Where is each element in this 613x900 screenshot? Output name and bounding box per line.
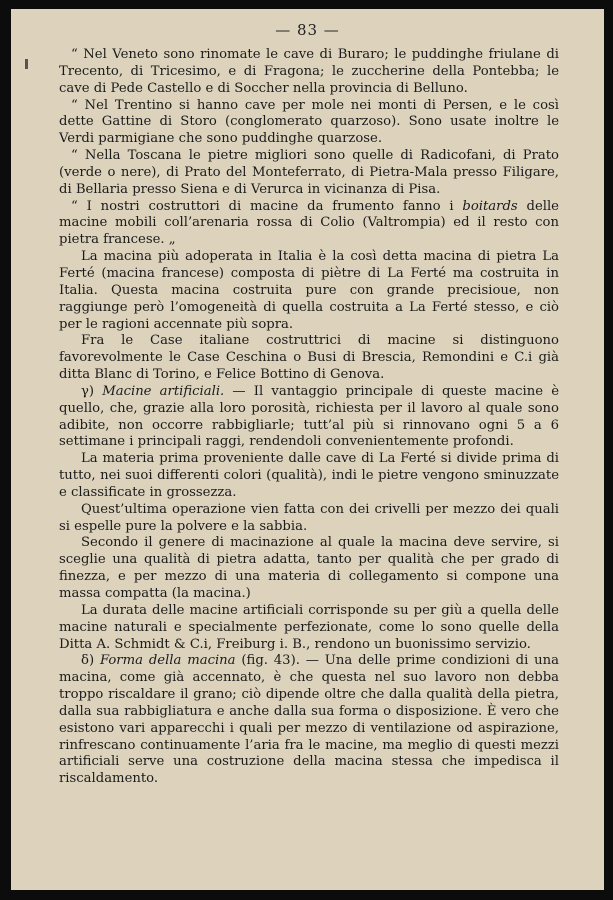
margin-mark <box>25 59 28 69</box>
paragraph-materia-prima: La materia prima proveniente dalle cave di La Ferté si divide prima di tutto, nei suoi differenti colori (qualità), indi le pietre vengono sminuzzate e classificate in grossezza. <box>59 451 559 500</box>
paragraph-veneto: “ Nel Veneto sono rinomate le cave di Buraro; le puddinghe friulane di Trecento, di Tricesimo, e di Fragona; le zuccherine della Pontebba; le cave di Pede Castello e di Soccher nella provincia di Belluno. <box>59 47 559 96</box>
book-page <box>11 9 604 890</box>
paragraph-forma-macina: δ) Forma della macina (fig. 43). — Una delle prime condizioni di una macina, come già accennato, è che questa nel suo lavoro non debba troppo riscaldare il grano; ciò dipende oltre che dalla qualità della pietra, dalla sua rabbigliatura e anche dalla sua forma o disposizione. È vero che esistono vari apparecchi i quali per mezzo di ventilazione od aspirazione, rinfrescano continuamente l’aria fra le macine, ma meglio di questi mezzi artificiali serve una costruzione della macina stessa che impedisca il riscaldamento. <box>59 653 560 787</box>
section-heading-macine-artificiali: Macine artificiali. <box>102 383 225 399</box>
section-heading-forma-macina: Forma della macina <box>99 653 236 669</box>
paragraph-durata: La durata delle macine artificiali corrisponde su per giù a quella delle macine naturali e specialmente perfezionate, come lo sono quelle della Ditta A. Schmidt & C.i, Freiburg i. B., rendono un buonissimo servizio. <box>59 602 559 652</box>
paragraph-trentino: “ Nel Trentino si hanno cave per mole nei monti di Persen, e le così dette Gattine di Storo (conglomerato quarzoso). Sono usate inoltre le Verdi parmigiane che sono puddinghe quarzose. <box>59 97 559 147</box>
paragraph-macine-artificiali: γ) Macine artificiali. — Il vantaggio principale di queste macine è quello, che, grazie alla loro porosità, richiesta per il lavoro al quale sono adibite, non occorre rabbigliarle; tutt’al più si rinnovano ogni 5 a 6 settimane i principali raggi, rendendoli convenientemente profondi. <box>59 383 560 450</box>
paragraph-la-ferte: La macina più adoperata in Italia è la così detta macina di pietra La Ferté (macina francese) composta di piètre di La Ferté ma costruita in Italia. Questa macina costruita pure con grande precisioue, non raggiunge però l’omogeneità di quella costruita a La Ferté stesso, e ciò per le ragioni accennate più sopra. <box>59 249 559 332</box>
paragraph-macinazione: Secondo il genere di macinazione al quale la macina deve servire, si sceglie una qualità di pietra adatta, tanto per qualità che per grado di finezza, e per mezzo di una materia di collegamento si compone una massa compatta (la macina.) <box>59 535 559 601</box>
paragraph-costruttori: “ I nostri costruttori di macine da frumento fanno i boitards delle macine mobili coll’arenaria rossa di Colio (Valtrompia) ed il resto con pietra francese. „ <box>59 198 559 248</box>
paragraph-case-italiane: Fra le Case italiane costruttrici di macine si distinguono favorevolmente le Case Ceschina o Busi di Brescia, Remondini e C.i già ditta Blanc di Torino, e Felice Bottino di Genova. <box>59 333 559 383</box>
term-boitards: boitards <box>462 198 518 214</box>
paragraph-crivelli: Quest’ultima operazione vien fatta con dei crivelli per mezzo dei quali si espelle pure la polvere e la sabbia. <box>59 501 559 534</box>
body-text <box>59 47 559 788</box>
paragraph-toscana: “ Nella Toscana le pietre migliori sono quelle di Radicofani, di Prato (verde o nere), di Prato del Monteferrato, di Pietra-Mala presso Filigare, di Bellaria presso Siena e di Verurca in vicinanza di Pisa. <box>59 148 559 197</box>
page-number: — 83 — <box>275 21 340 39</box>
